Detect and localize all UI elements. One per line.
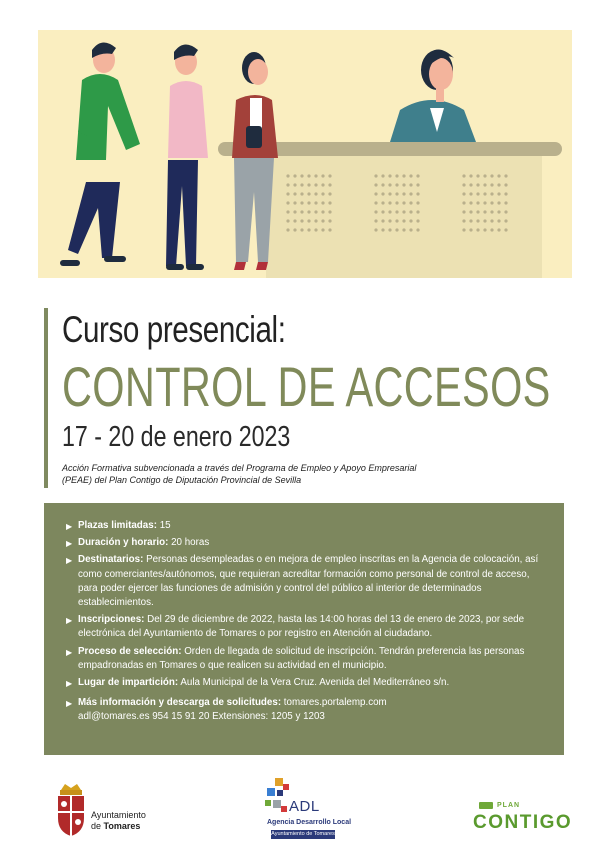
info-plazas-value: 15 <box>156 520 171 531</box>
plan-label: PLAN <box>497 802 521 809</box>
bullet-arrow-icon: ▶ <box>66 539 73 549</box>
info-mas-info-label: Más información y descarga de solicitudes: <box>78 697 282 709</box>
contigo-label: CONTIGO <box>473 812 573 833</box>
info-seleccion-label: Proceso de selección: <box>78 645 182 657</box>
tomares-logo-line-2 <box>91 821 146 832</box>
tomares-logo-text <box>91 810 146 832</box>
footer-logos <box>0 770 608 860</box>
plan-contigo-logo <box>473 802 573 836</box>
reception-scene-illustration <box>38 30 572 278</box>
bullet-arrow-icon: ▶ <box>66 522 73 531</box>
info-inscripciones-value: Del 29 de diciembre de 2022, hasta las 14:00 horas del 13 de enero de 2023, por sede electrónica del Ayuntamiento de Tomares o por registro en Atención al ciudadano. <box>78 614 525 640</box>
info-website-link[interactable]: tomares.portalemp.com <box>281 697 387 709</box>
info-duracion <box>66 536 546 550</box>
adl-logo <box>263 778 352 854</box>
info-lugar-label: Lugar de impartición: <box>78 677 179 689</box>
tomares-logo-prefix: de <box>91 821 104 831</box>
ayuntamiento-tomares-logo <box>55 782 146 843</box>
info-seleccion-value: Orden de llegada de solicitud de inscripción. Tendrán preferencia las personas empadronadas en Tomares o que realicen su actividad en el municipio. <box>78 645 525 671</box>
bullet-arrow-icon: ▶ <box>66 699 73 709</box>
plan-contigo-flag-icon <box>479 802 493 809</box>
info-plazas-label: Plazas limitadas: <box>78 520 157 531</box>
course-info-box <box>44 503 564 755</box>
adl-ayuntamiento-bar: Ayuntamiento de Tomares <box>271 831 335 837</box>
bullet-arrow-icon: ▶ <box>66 679 73 689</box>
funding-note-line-1: Acción Formativa subvencionada a través del Programa de Empleo y Apoyo Empresarial <box>62 463 417 473</box>
info-duracion-label: Duración y horario: <box>78 537 169 549</box>
info-mas-informacion <box>66 696 546 724</box>
course-name-title: CONTROL DE ACCESOS <box>62 355 551 418</box>
funding-note <box>62 462 564 486</box>
info-plazas <box>66 519 546 533</box>
info-inscripciones-label: Inscripciones: <box>78 614 145 626</box>
info-destinatarios <box>66 553 546 610</box>
bullet-arrow-icon: ▶ <box>66 616 73 626</box>
adl-subtitle: Agencia Desarrollo Local <box>267 819 352 826</box>
course-type-title: Curso presencial: <box>62 309 286 350</box>
info-duracion-value: 20 horas <box>168 537 210 549</box>
info-seleccion <box>66 645 546 673</box>
funding-note-line-2: (PEAE) del Plan Contigo de Diputación Provincial de Sevilla <box>62 475 302 485</box>
course-dates: 17 - 20 de enero 2023 <box>62 421 291 453</box>
hero-illustration <box>38 30 572 278</box>
info-destinatarios-value: Personas desempleadas o en mejora de empleo inscritas en la Agencia de colocación, así como comerciantes/autónomos, que requieran acreditar formación como personal de control de acceso, para poder ejercer las funciones de admisión y control del público al interior de determinados establecimientos. <box>78 554 539 609</box>
tomares-logo-name: Tomares <box>103 821 141 831</box>
info-destinatarios-label: Destinatarios: <box>78 554 144 566</box>
tomares-logo-line-1: Ayuntamiento <box>91 810 146 820</box>
adl-mosaic-icon <box>263 778 289 814</box>
bullet-arrow-icon: ▶ <box>66 556 73 566</box>
adl-name: ADL <box>289 798 320 815</box>
info-inscripciones <box>66 613 546 641</box>
info-contact-details[interactable]: adl@tomares.es 954 15 91 20 Extensiones: 1205 y 1203 <box>78 711 325 723</box>
title-block <box>44 308 564 488</box>
tomares-coat-of-arms-icon <box>55 782 87 838</box>
info-lugar <box>66 676 546 690</box>
bullet-arrow-icon: ▶ <box>66 647 73 657</box>
info-lugar-value: Aula Municipal de la Vera Cruz. Avenida del Mediterráneo s/n. <box>178 677 450 689</box>
